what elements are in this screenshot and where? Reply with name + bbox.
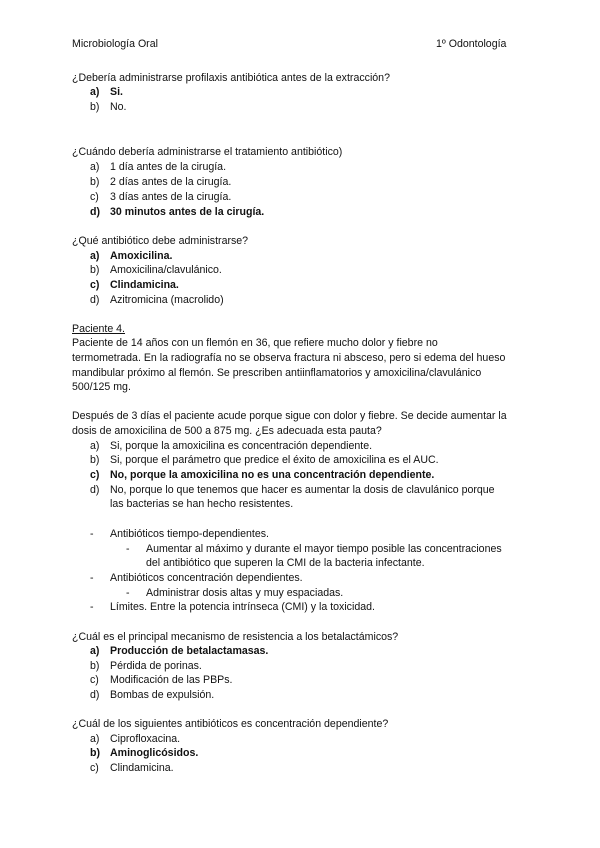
option-label: b)	[90, 264, 100, 276]
case-line-1: Paciente de 14 años con un flemón en 36, que refiere mucho dolor y fiebre no	[72, 337, 438, 349]
option-label: a)	[90, 645, 100, 657]
question-4-line-1: Después de 3 días el paciente acude porque sigue con dolor y fiebre. Se decide aumentar la	[72, 410, 507, 422]
option-text: No, porque lo que tenemos que hacer es aumentar la dosis de clavulánico porque	[110, 484, 495, 496]
question-1: ¿Debería administrarse profilaxis antibiótica antes de la extracción?	[72, 72, 390, 84]
option-text: Clindamicina.	[110, 762, 174, 774]
option-text: Aminoglicósidos.	[110, 747, 199, 759]
option-label: a)	[90, 733, 100, 745]
option-label: c)	[90, 279, 100, 291]
option-text: Azitromicina (macrolido)	[110, 294, 224, 306]
option-label: a)	[90, 440, 100, 452]
option-label: c)	[90, 469, 100, 481]
option-label: b)	[90, 176, 100, 188]
case-title: Paciente 4.	[72, 323, 126, 335]
option-label: d)	[90, 689, 100, 701]
option-label: a)	[90, 161, 100, 173]
option-label: a)	[90, 250, 100, 262]
option-text: No.	[110, 101, 127, 113]
question-4-line-2: dosis de amoxicilina de 500 a 875 mg. ¿Es adecuada esta pauta?	[72, 425, 382, 437]
option-text: Pérdida de porinas.	[110, 660, 202, 672]
option-label: c)	[90, 674, 99, 686]
option-label: a)	[90, 86, 100, 98]
option-text: Si, porque la amoxicilina es concentración dependiente.	[110, 440, 373, 452]
note-text: Administrar dosis altas y muy espaciadas.	[146, 587, 344, 599]
note-text-continued: del antibiótico que superen la CMI de la bacteria infectante.	[146, 557, 425, 569]
option-text: 1 día antes de la cirugía.	[110, 161, 227, 173]
question-3: ¿Qué antibiótico debe administrarse?	[72, 235, 249, 247]
case-line-2: termometrada. En la radiografía no se observa fractura ni absceso, pero si edema del hueso	[72, 352, 506, 364]
question-2: ¿Cuándo debería administrarse el tratamiento antibiótico)	[72, 146, 343, 158]
option-text: Producción de betalactamasas.	[110, 645, 269, 657]
note-text: Aumentar al máximo y durante el mayor tiempo posible las concentraciones	[146, 543, 502, 555]
question-5: ¿Cuál es el principal mecanismo de resistencia a los betalactámicos?	[72, 631, 399, 643]
option-label: d)	[90, 484, 100, 496]
case-line-3: mandibular próximo al flemón. Se prescriben antiinflamatorios y amoxicilina/clavulánico	[72, 367, 482, 379]
option-label: d)	[90, 294, 100, 306]
option-text: 30 minutos antes de la cirugía.	[110, 206, 265, 218]
note-text: Antibióticos concentración dependientes.	[110, 572, 303, 584]
question-6: ¿Cuál de los siguientes antibióticos es concentración dependiente?	[72, 718, 389, 730]
option-label: b)	[90, 660, 100, 672]
option-text: Modificación de las PBPs.	[110, 674, 233, 686]
option-label: c)	[90, 762, 99, 774]
option-text-continued: las bacterias se han hecho resistentes.	[110, 498, 294, 510]
header-right: 1º Odontología	[436, 38, 507, 50]
option-label: b)	[90, 747, 100, 759]
option-text: 3 días antes de la cirugía.	[110, 191, 232, 203]
option-label: d)	[90, 206, 100, 218]
option-label: b)	[90, 101, 100, 113]
note-text: Límites. Entre la potencia intrínseca (CMI) y la toxicidad.	[110, 601, 375, 613]
option-text: Amoxicilina/clavulánico.	[110, 264, 222, 276]
option-label: c)	[90, 191, 99, 203]
option-text: Clindamicina.	[110, 279, 179, 291]
option-label: b)	[90, 454, 100, 466]
option-text: Amoxicilina.	[110, 250, 173, 262]
case-line-4: 500/125 mg.	[72, 381, 131, 393]
note-text: Antibióticos tiempo-dependientes.	[110, 528, 270, 540]
option-text: Bombas de expulsión.	[110, 689, 215, 701]
option-text: Si.	[110, 86, 123, 98]
option-text: 2 días antes de la cirugía.	[110, 176, 232, 188]
option-text: No, porque la amoxicilina no es una concentración dependiente.	[110, 469, 435, 481]
header-left: Microbiología Oral	[72, 38, 158, 50]
option-text: Si, porque el parámetro que predice el éxito de amoxicilina es el AUC.	[110, 454, 439, 466]
option-text: Ciprofloxacina.	[110, 733, 181, 745]
